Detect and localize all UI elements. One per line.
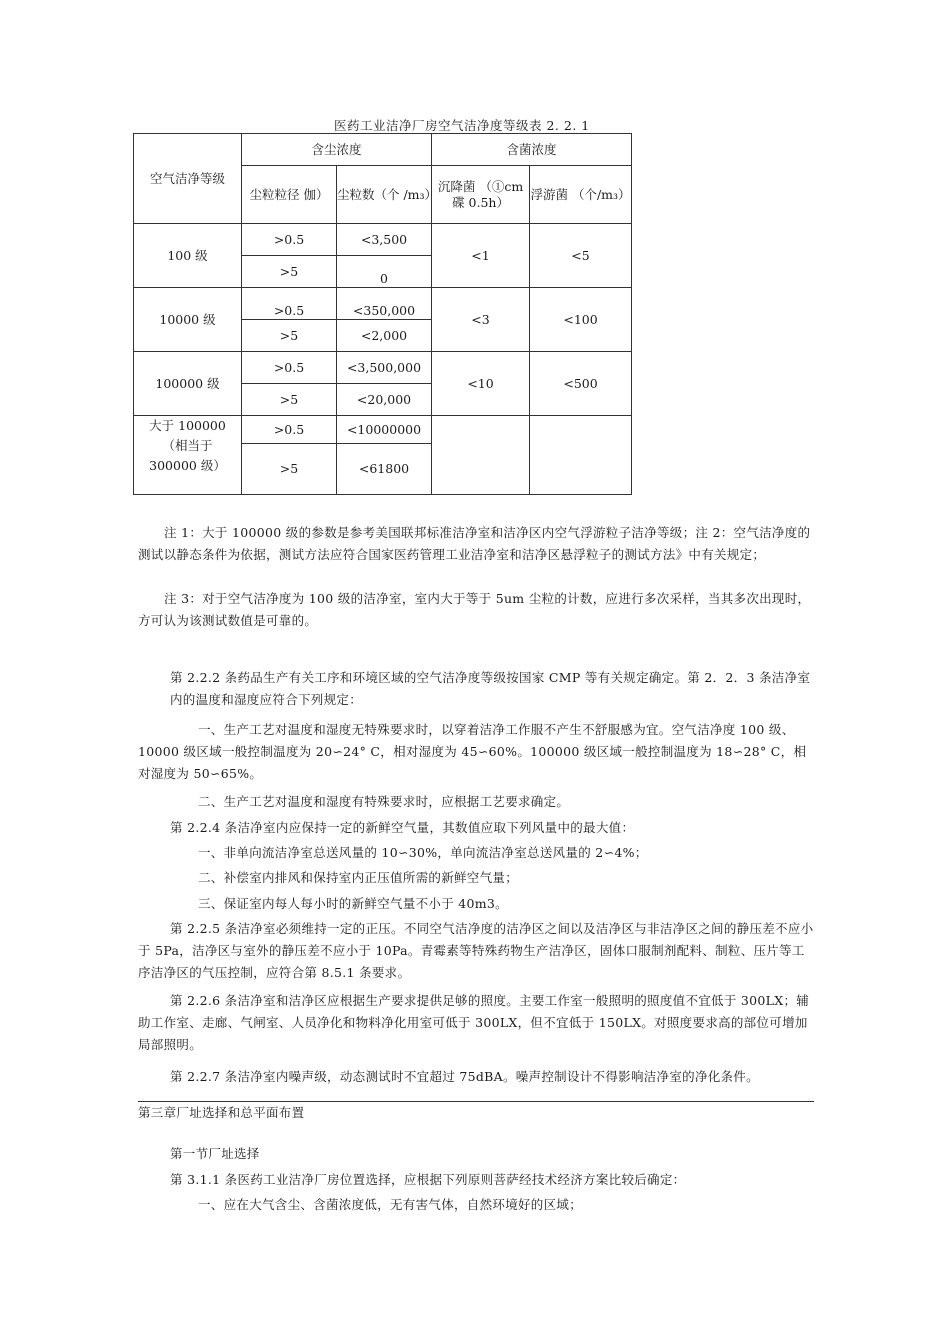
header-settling: 沉降菌 （①cm 碟 0.5h） (432, 166, 530, 224)
floating-cell: <5 (530, 224, 632, 288)
article-2-2-7: 第 2.2.7 条洁净室内噪声级，动态测试时不宜超过 75dBA。噪声控制设计不得影响洁净室的净化条件。 (170, 1069, 759, 1084)
article-2-2-4-item-1: 一、非单向流洁净室总送风量的 10∽30%，单向流洁净室总送风量的 2∽4%； (198, 845, 648, 860)
note-3: 注 3：对于空气洁净度为 100 级的洁净室，室内大于等于 5um 尘粒的计数，应进行多次采样，当其多次出现时，方可认为该测试数值是可靠的。 (138, 591, 811, 628)
article-2-2-4: 第 2.2.4 条洁净室内应保持一定的新鲜空气量，其数值应取下列风量中的最大值： (170, 820, 635, 835)
size-cell: >0.5 (242, 416, 337, 444)
grade-cell: 100 级 (134, 224, 242, 288)
note-1-2: 注 1：大于 100000 级的参数是参考美国联邦标准洁净室和洁净区内空气浮游粒子洁净等级；注 2：空气洁净度的测试以静态条件为依据，测试方法应符合国家医药管理工业洁净室和洁净区悬浮粒子的测试方法》中有关规定； (138, 525, 811, 562)
count-cell: 0 (337, 256, 432, 288)
cleanliness-grade-table (133, 133, 632, 495)
size-cell: >0.5 (242, 224, 337, 256)
article-2-2-3-item-1: 一、生产工艺对温度和湿度无特殊要求时，以穿着洁净工作服不产生不舒服感为宜。空气洁净度 100 级、10000 级区域一般控制温度为 20∽24° C，相对湿度为 45∽60%。100000 级区域一般控制温度为 18∽28° C，相对湿度为 50∽65%。 (138, 722, 807, 781)
header-particle-count: 尘粒数（个 /m₃） (337, 166, 432, 224)
header-grade: 空气洁净等级 (134, 134, 242, 224)
count-cell: <10000000 (337, 416, 432, 444)
article-2-2-4-item-2: 二、补偿室内排风和保持室内正压值所需的新鲜空气量； (198, 870, 519, 885)
article-3-1-1-item-1: 一、应在大气含尘、含菌浓度低，无有害气体，自然环境好的区域； (198, 1197, 583, 1212)
settling-cell: <1 (432, 224, 530, 288)
section-1-title: 第一节厂址选择 (170, 1146, 260, 1161)
settling-cell: <10 (432, 352, 530, 416)
count-cell: <2,000 (337, 320, 432, 352)
article-2-2-4-item-3: 三、保证室内每人每小时的新鲜空气量不小于 40m3。 (198, 896, 508, 911)
floating-cell: <100 (530, 288, 632, 352)
size-cell: >5 (242, 320, 337, 352)
count-cell: <350,000 (337, 288, 432, 320)
table-caption: 医药工业洁净厂房空气洁净度等级表 2. 2. 1 (334, 118, 590, 133)
settling-cell: <3 (432, 288, 530, 352)
header-particle-size: 尘粒粒径 伽） (242, 166, 337, 224)
size-cell: >0.5 (242, 352, 337, 384)
grade-cell: 100000 级 (134, 352, 242, 416)
article-2-2-2: 第 2.2.2 条药品生产有关工序和环境区域的空气洁净度等级按国家 CMP 等有关规定确定。第 2．2．3 条洁净室内的温度和湿度应符合下列规定： (170, 670, 811, 707)
grade-cell: 大于 100000 （相当于 300000 级） (134, 416, 242, 495)
count-cell: <3,500,000 (337, 352, 432, 384)
header-floating: 浮游菌 （个/m₃） (530, 166, 632, 224)
count-cell: <3,500 (337, 224, 432, 256)
settling-cell (432, 416, 530, 495)
size-cell: >5 (242, 384, 337, 416)
article-2-2-3-item-2: 二、生产工艺对温度和湿度有特殊要求时，应根据工艺要求确定。 (198, 794, 570, 809)
article-2-2-5: 第 2.2.5 条洁净室必须维持一定的正压。不同空气洁净度的洁净区之间以及洁净区与非洁净区之间的静压差不应小于 5Pa，洁净区与室外的静压差不应小于 10Pa。青霉素等特殊药物生产洁净区，固体口服制剂配料、制粒、压片等工序洁净区的气压控制，应符合第 8.5.1 条要求。 (138, 921, 814, 980)
count-cell: <20,000 (337, 384, 432, 416)
grade-cell: 10000 级 (134, 288, 242, 352)
floating-cell (530, 416, 632, 495)
size-cell: >0.5 (242, 288, 337, 320)
floating-cell: <500 (530, 352, 632, 416)
header-dust: 含尘浓度 (242, 134, 432, 166)
count-cell: <61800 (337, 444, 432, 495)
size-cell: >5 (242, 444, 337, 495)
chapter-3-title: 第三章厂址选择和总平面布置 (138, 1105, 305, 1120)
header-bacteria: 含菌浓度 (432, 134, 632, 166)
size-cell: >5 (242, 256, 337, 288)
article-3-1-1: 第 3.1.1 条医药工业洁净厂房位置选择，应根据下列原则菩萨经技术经济方案比较后确定： (170, 1172, 686, 1187)
article-2-2-6: 第 2.2.6 条洁净室和洁净区应根据生产要求提供足够的照度。主要工作室一般照明的照度值不宜低于 300LX；辅助工作室、走廊、气闸室、人员净化和物料净化用室可低于 300LX，但不宜低于 150LX。对照度要求高的部位可增加局部照明。 (138, 993, 810, 1052)
